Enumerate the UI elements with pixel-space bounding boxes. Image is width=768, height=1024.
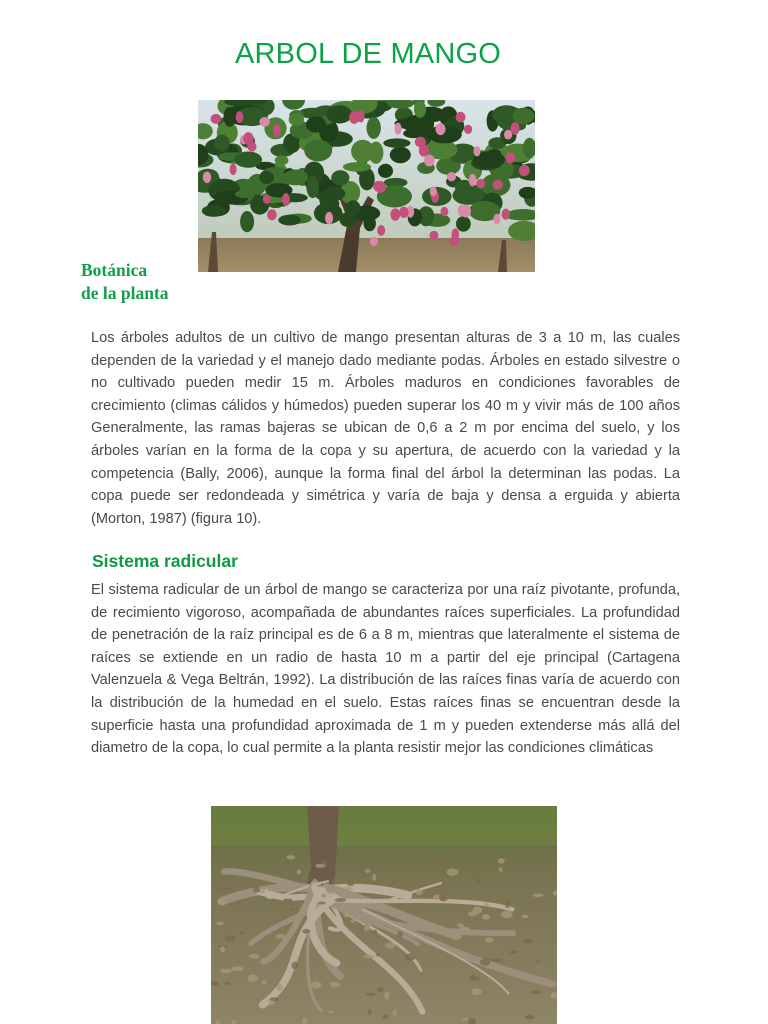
mango-fruit xyxy=(419,144,429,156)
fallen-leaf xyxy=(347,882,354,886)
fallen-leaf xyxy=(501,911,513,918)
fallen-leaf xyxy=(482,914,490,920)
fallen-leaf xyxy=(393,1009,397,1017)
mango-fruit xyxy=(469,174,477,187)
foliage-blob xyxy=(306,176,319,198)
fallen-leaf xyxy=(498,858,505,864)
fallen-leaf xyxy=(367,1009,371,1015)
foliage-blob xyxy=(306,116,326,132)
fallen-leaf xyxy=(343,912,350,917)
fallen-leaf xyxy=(469,974,476,980)
foliage-blob xyxy=(304,140,332,162)
mango-fruit xyxy=(430,187,437,197)
foliage-blob xyxy=(383,138,410,147)
mango-fruit xyxy=(394,123,401,135)
fallen-leaf xyxy=(457,923,464,927)
foliage-blob xyxy=(275,155,289,165)
fallen-leaf xyxy=(365,855,373,860)
fallen-leaf xyxy=(289,907,294,910)
foliage-blob xyxy=(390,147,411,164)
mango-fruit xyxy=(492,180,502,190)
section-heading-sistema-radicular: Sistema radicular xyxy=(92,551,238,571)
section-heading-botanica xyxy=(81,259,231,305)
fallen-leaf xyxy=(291,962,298,970)
fallen-leaf xyxy=(225,935,235,942)
mango-fruit xyxy=(370,237,378,246)
mango-fruit xyxy=(506,152,516,163)
fallen-leaf xyxy=(533,893,543,897)
mango-fruit xyxy=(424,155,435,167)
mango-fruit xyxy=(447,172,456,181)
fallen-leaf xyxy=(377,987,384,992)
tree-roots-photo xyxy=(211,806,557,1024)
mango-fruit xyxy=(203,172,211,183)
fallen-leaf xyxy=(277,984,283,991)
fallen-leaf xyxy=(216,922,224,926)
mango-fruit xyxy=(493,214,500,225)
fallen-leaf xyxy=(484,903,489,906)
foliage-blob xyxy=(456,216,471,232)
fallen-leaf xyxy=(385,942,395,948)
mango-fruit xyxy=(263,195,271,204)
fallen-leaf xyxy=(373,930,377,934)
foliage-blob xyxy=(414,101,426,118)
fallen-leaf xyxy=(315,864,325,868)
mango-fruit xyxy=(267,209,277,220)
fallen-leaf xyxy=(523,939,533,943)
mango-fruit xyxy=(236,111,244,123)
mango-fruit xyxy=(243,132,253,145)
fallen-leaf xyxy=(253,887,260,893)
fallen-leaf xyxy=(531,990,541,994)
fallen-leaf xyxy=(366,993,376,996)
fallen-leaf xyxy=(439,894,445,901)
fallen-leaf xyxy=(471,988,482,995)
mango-tree-photo xyxy=(198,100,535,272)
fallen-leaf xyxy=(536,960,540,963)
mango-fruit xyxy=(390,208,400,220)
fallen-leaf xyxy=(318,901,325,904)
mango-fruit xyxy=(259,117,270,127)
fallen-leaf xyxy=(294,874,304,880)
mango-fruit xyxy=(273,124,281,137)
fallen-leaf xyxy=(473,907,483,914)
fallen-leaf xyxy=(461,1018,469,1021)
fallen-leaf xyxy=(232,1020,236,1024)
foliage-blob xyxy=(234,152,262,168)
fallen-leaf xyxy=(384,992,389,1000)
foliage-blob xyxy=(364,216,376,231)
foliage-blob xyxy=(343,162,371,172)
fallen-leaf xyxy=(397,931,402,938)
fallen-leaf xyxy=(383,1015,388,1019)
fallen-leaf xyxy=(509,951,518,954)
mango-fruit xyxy=(211,114,222,124)
fallen-leaf xyxy=(220,946,225,952)
foliage-blob xyxy=(202,205,226,217)
fallen-leaf xyxy=(247,974,258,981)
page-title: ARBOL DE MANGO xyxy=(235,38,501,70)
mango-fruit xyxy=(282,193,290,206)
fallen-leaf xyxy=(363,955,375,959)
foliage-blob xyxy=(278,215,301,226)
mango-fruit xyxy=(399,207,409,218)
fallen-leaf xyxy=(328,1010,333,1013)
foliage-blob xyxy=(367,117,381,139)
fallen-leaf xyxy=(350,919,355,922)
fallen-leaf xyxy=(372,874,376,881)
fallen-leaf xyxy=(283,899,293,902)
fallen-leaf xyxy=(345,887,352,890)
section-heading-line2: de la planta xyxy=(81,283,169,303)
fallen-leaf xyxy=(224,982,230,985)
mango-fruit xyxy=(452,228,459,240)
foliage-blob xyxy=(346,200,361,216)
fallen-leaf xyxy=(405,953,416,960)
foliage-blob xyxy=(259,171,274,184)
fallen-leaf xyxy=(485,937,494,942)
foliage-blob xyxy=(512,108,534,125)
section-heading-line1: Botánica xyxy=(81,260,148,280)
fallen-leaf xyxy=(239,932,244,935)
fallen-leaf xyxy=(499,867,503,872)
fallen-leaf xyxy=(231,966,243,971)
foliage-blob xyxy=(326,105,352,123)
foliage-blob xyxy=(214,135,230,151)
fallen-leaf xyxy=(477,877,482,884)
fallen-leaf xyxy=(416,889,423,895)
fallen-leaf xyxy=(376,953,381,956)
mango-fruit xyxy=(456,112,466,123)
fallen-leaf xyxy=(286,855,295,859)
foliage-blob xyxy=(331,170,349,185)
fallen-leaf xyxy=(505,901,510,908)
botanica-paragraph: Los árboles adultos de un cultivo de mango presentan alturas de 3 a 10 m, las cuales dependen de la variedad y el manejo dado mediante podas. Árboles en estado silvestre o no cultivado pueden medir 15 m. Árboles maduros en condiciones favorables de crecimiento (climas cálidos y húmedos) pueden superar los 40 m y vivir más de 100 años Generalmente, las ramas bajeras se ubican de 0,6 a 2 m por encima del suelo, y los árboles varían en la forma de la copa y su apertura, de acuerdo con la variedad y la competencia (Bally, 2006), aunque la forma final del árbol la determinan las podas. La copa puede ser redondeada y simétrica y varía de baja y densa a erguida y abierta (Morton, 1987) (figura 10). xyxy=(91,330,680,527)
fallen-leaf xyxy=(311,981,322,988)
mango-fruit xyxy=(436,123,446,135)
mango-fruit xyxy=(511,122,520,135)
foliage-blob xyxy=(277,173,292,181)
mango-fruit xyxy=(441,207,449,217)
mango-fruit xyxy=(357,110,365,122)
mango-fruit xyxy=(429,231,438,240)
fallen-leaf xyxy=(522,915,529,918)
fallen-leaf xyxy=(276,934,286,939)
mango-fruit xyxy=(325,212,333,225)
fallen-leaf xyxy=(302,929,310,934)
foliage-blob xyxy=(351,140,374,163)
foliage-blob xyxy=(378,164,393,178)
mango-fruit xyxy=(474,146,481,156)
fallen-leaf xyxy=(261,980,266,984)
fallen-leaf xyxy=(437,860,447,865)
fallen-leaf xyxy=(249,954,260,959)
mango-fruit xyxy=(476,179,485,189)
mango-fruit xyxy=(464,125,472,134)
sistema-radicular-paragraph: El sistema radicular de un árbol de mango se caracteriza por una raíz pivotante, profunda, de recimiento vigoroso, acompañada de abundantes raíces superficiales. La profundidad de penetración de la raíz principal es de 6 a 8 m, mientras que lateralmente el sistema de raíces se extiende en un radio de hasta 10 m a partir del eje principal (Cartagena Valenzuela & Vega Beltrán, 1992). La distribución de las raíces finas varía de acuerdo con la distribución de la humedad en el suelo. Estas raíces finas se encuentran desde la superficie hasta una profundidad aproximada de 1 m y pueden extenderse más allá del diametro de la copa, lo cual permite a la planta resistir mejor las condiciones climáticas xyxy=(91,582,680,757)
fallen-leaf xyxy=(269,997,279,1001)
mango-fruit xyxy=(230,164,237,175)
foliage-blob xyxy=(235,190,255,198)
fallen-leaf xyxy=(219,887,230,890)
mango-fruit xyxy=(458,205,465,217)
fallen-leaf xyxy=(220,969,232,973)
fallen-leaf xyxy=(330,982,340,987)
mango-fruit xyxy=(377,225,385,236)
fallen-leaf xyxy=(218,898,226,904)
fallen-leaf xyxy=(447,868,459,875)
fallen-leaf xyxy=(525,1015,535,1019)
foliage-blob xyxy=(289,113,304,126)
fallen-leaf xyxy=(365,869,370,873)
mango-fruit xyxy=(502,209,511,220)
fallen-leaf xyxy=(491,959,502,962)
foliage-blob xyxy=(240,211,254,232)
fallen-leaf xyxy=(480,958,491,966)
mango-fruit xyxy=(519,165,530,176)
fallen-leaf xyxy=(335,898,347,902)
mango-fruit xyxy=(375,181,386,193)
